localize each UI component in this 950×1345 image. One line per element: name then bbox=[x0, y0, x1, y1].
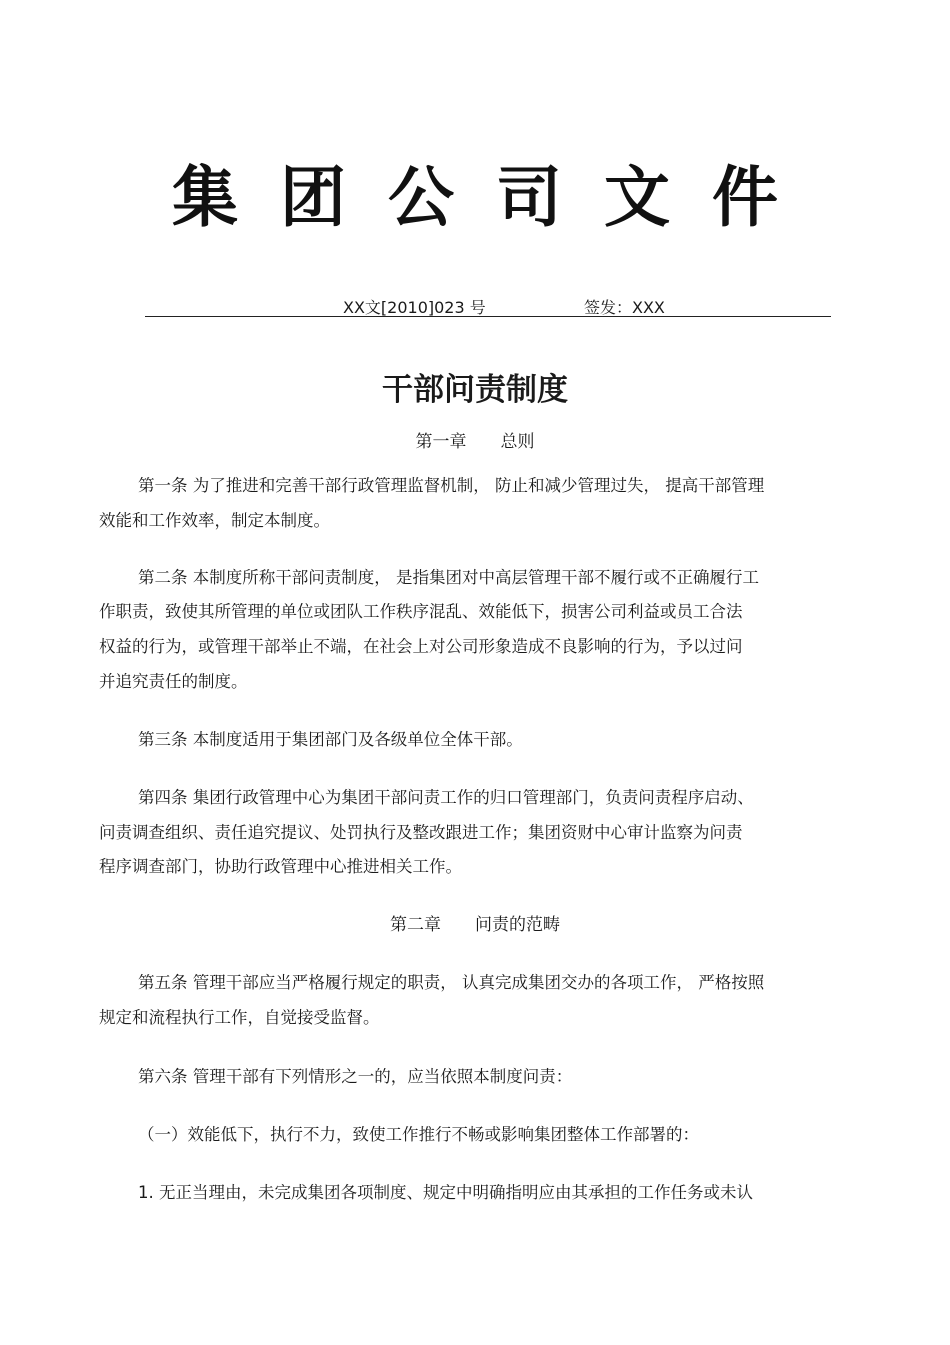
header-divider bbox=[145, 316, 831, 317]
chapter-label: 第一章 bbox=[415, 432, 467, 452]
article-2-line-1: 第二条 本制度所称干部问责制度， 是指集团对中高层管理干部不履行或不正确履行工 bbox=[138, 568, 759, 587]
chapter-name: 总则 bbox=[500, 432, 535, 452]
document-number: XX文[2010]023 号 bbox=[343, 298, 486, 317]
article-4-line-2: 问责调查组织、责任追究提议、处罚执行及整改跟进工作；集团资财中心审计监察为问责 bbox=[99, 823, 743, 842]
chapter-heading-1 bbox=[0, 430, 950, 454]
clause-1-line-1: （一）效能低下，执行不力，致使工作推行不畅或影响集团整体工作部署的： bbox=[138, 1125, 699, 1144]
article-4-line-3: 程序调查部门，协助行政管理中心推进相关工作。 bbox=[99, 857, 462, 876]
chapter-name: 问责的范畴 bbox=[475, 915, 560, 935]
chapter-label: 第二章 bbox=[390, 915, 441, 935]
article-1-line-1: 第一条 为了推进和完善干部行政管理监督机制， 防止和减少管理过失， 提高干部管理 bbox=[138, 476, 765, 495]
article-5-line-1: 第五条 管理干部应当严格履行规定的职责， 认真完成集团交办的各项工作， 严格按照 bbox=[138, 973, 765, 992]
article-2-line-4: 并追究责任的制度。 bbox=[99, 672, 248, 691]
document-header-title: 集团公司文件 bbox=[172, 159, 820, 236]
article-4-line-1: 第四条 集团行政管理中心为集团干部问责工作的归口管理部门，负责问责程序启动、 bbox=[138, 788, 754, 807]
article-5-line-2: 规定和流程执行工作，自觉接受监督。 bbox=[99, 1008, 380, 1027]
chapter-heading-2 bbox=[0, 913, 950, 937]
article-2-line-2: 作职责，致使其所管理的单位或团队工作秩序混乱、效能低下，损害公司利益或员工合法 bbox=[99, 602, 743, 621]
document-title: 干部问责制度 bbox=[382, 372, 568, 408]
article-1-line-2: 效能和工作效率，制定本制度。 bbox=[99, 511, 330, 530]
document-signer: 签发：XXX bbox=[584, 298, 665, 317]
article-2-line-3: 权益的行为，或管理干部举止不端，在社会上对公司形象造成不良影响的行为，予以过问 bbox=[99, 637, 743, 656]
article-6-line-1: 第六条 管理干部有下列情形之一的，应当依照本制度问责： bbox=[138, 1067, 573, 1086]
article-3-line-1: 第三条 本制度适用于集团部门及各级单位全体干部。 bbox=[138, 730, 523, 749]
item-1-line-1: 1. 无正当理由，未完成集团各项制度、规定中明确指明应由其承担的工作任务或未认 bbox=[138, 1183, 753, 1202]
